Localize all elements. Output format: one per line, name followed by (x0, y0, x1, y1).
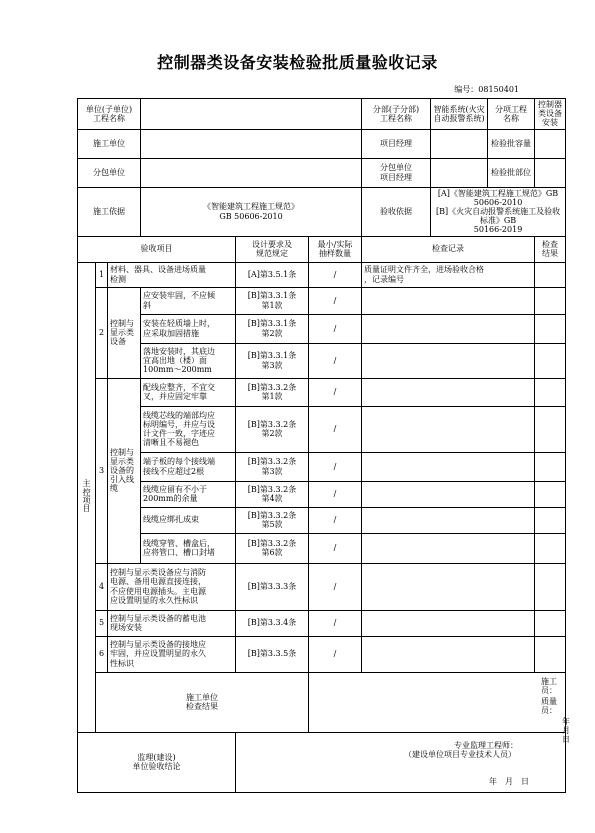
item-record[interactable]: 质量证明文件齐全，进场验收合格 ，记录编号 (362, 262, 535, 287)
item-number: 4 (96, 563, 108, 610)
item-row-2-2 (78, 314, 566, 343)
header-row-unit (78, 99, 566, 130)
sub-item-result[interactable] (535, 343, 566, 378)
item-record[interactable] (362, 610, 535, 636)
sub-item-record[interactable] (362, 343, 535, 378)
unit-project-label: 单位(子单位) 工程名称 (78, 99, 141, 130)
item-row-3-6 (78, 533, 566, 563)
sub-item-description: 应安装牢固，不应倾 斜 (141, 287, 236, 314)
item-project-value[interactable]: 控制器类设备安装 (535, 99, 566, 130)
sub-item-result[interactable] (535, 287, 566, 314)
sub-item-spec: [B]第3.3.2条 第2款 (236, 406, 309, 452)
item-number: 6 (96, 636, 108, 672)
item-row-3-5 (78, 507, 566, 533)
item-number: 3 (96, 378, 108, 563)
construction-check-sign-area[interactable] (309, 672, 579, 744)
col-header-design: 设计要求及 规范规定 (236, 236, 309, 262)
batch-part-label: 检验批部位 (488, 158, 535, 187)
sub-item-result[interactable] (535, 533, 566, 563)
sub-item-description: 安装在轻质墙上时， 应采取加固措施 (141, 314, 236, 343)
col-header-item: 验收项目 (78, 236, 236, 262)
sub-item-result[interactable] (535, 507, 566, 533)
quality-staff-label: 质量员： (541, 696, 558, 715)
sub-item-sample[interactable]: / (309, 378, 362, 406)
col-header-record: 检查记录 (362, 236, 535, 262)
item-group-label: 控制与 显示类 设备的 引入线 缆 (108, 378, 141, 563)
sub-item-record[interactable] (362, 533, 535, 563)
main-control-label: 主 控 项 目 (78, 262, 96, 732)
item-number: 5 (96, 610, 108, 636)
item-row-3-3 (78, 452, 566, 481)
batch-part-value[interactable] (535, 158, 566, 187)
item-result[interactable] (535, 262, 566, 287)
sub-item-result[interactable] (535, 378, 566, 406)
document-title: 控制器类设备安装检验批质量验收记录 (157, 53, 438, 72)
sub-item-spec: [B]第3.3.1条 第2款 (236, 314, 309, 343)
construction-unit-label: 施工单位 (78, 129, 141, 158)
header-row-construction (78, 129, 566, 158)
item-group-label: 控制与 显示类 设备 (108, 287, 141, 378)
sub-item-sample[interactable]: / (309, 452, 362, 481)
item-row-2-3 (78, 343, 566, 378)
project-manager-value[interactable] (431, 129, 488, 158)
sub-item-sample[interactable]: / (309, 533, 362, 563)
item-result[interactable] (535, 563, 566, 610)
subcontract-manager-value[interactable] (431, 158, 488, 187)
batch-capacity-label: 检验批容量 (488, 129, 535, 158)
sub-item-spec: [B]第3.3.1条 第3款 (236, 343, 309, 378)
sub-item-record[interactable] (362, 481, 535, 507)
sub-item-sample[interactable]: / (309, 287, 362, 314)
construction-unit-value[interactable] (141, 129, 362, 158)
sub-item-sample[interactable]: / (309, 314, 362, 343)
sub-item-spec: [B]第3.3.2条 第1款 (236, 378, 309, 406)
sub-item-sample[interactable]: / (309, 343, 362, 378)
construction-check-row (78, 672, 566, 732)
col-header-sampling: 最小/实际 抽样数量 (309, 236, 362, 262)
document-number: 编号：08150401 (454, 85, 519, 94)
item-description: 控制与显示类设备的蓄电池 现场安装 (108, 610, 236, 636)
column-header-row (78, 236, 566, 262)
acceptance-record-table (77, 98, 579, 793)
subcontract-unit-label: 分包单位 (78, 158, 141, 187)
sub-item-record[interactable] (362, 452, 535, 481)
item-spec: [B]第3.3.4条 (236, 610, 309, 636)
sub-project-value[interactable]: 智能系统(火灾 自动报警系统) (431, 99, 488, 130)
header-row-subcontract (78, 158, 566, 187)
sub-item-spec: [B]第3.3.2条 第6款 (236, 533, 309, 563)
construction-basis-value: 《智能建筑工程施工规范》 GB 50606-2010 (141, 187, 362, 236)
sub-item-description: 落地安装时，其底边 宜高出地（楼）面 100mm～200mm (141, 343, 236, 378)
supervision-date: 年 月 日 (489, 776, 530, 786)
sub-item-result[interactable] (535, 314, 566, 343)
item-number: 2 (96, 287, 108, 378)
acceptance-basis-value: [A]《智能建筑工程施工规范》GB 50606-2010 [B]《火灾自动报警系统施工及验收标准》GB 50166-2019 (431, 187, 566, 236)
item-row-2-1 (78, 287, 566, 314)
unit-project-value[interactable] (141, 99, 362, 130)
sub-project-label: 分部(子分部) 工程名称 (362, 99, 431, 130)
supervisor-alt-label: （建设单位项目专业技术人员） (404, 749, 517, 759)
item-record[interactable] (362, 563, 535, 610)
item-description: 材料、器具、设备进场质量 检测 (108, 262, 236, 287)
sub-item-sample[interactable]: / (309, 507, 362, 533)
item-row-4 (78, 563, 566, 610)
sub-item-description: 线缆应绑扎成束 (141, 507, 236, 533)
item-record[interactable] (362, 636, 535, 672)
item-row-3-1 (78, 378, 566, 406)
sub-item-record[interactable] (362, 507, 535, 533)
subcontract-unit-value[interactable] (141, 158, 362, 187)
construction-basis-label: 施工依据 (78, 187, 141, 236)
item-number: 1 (96, 262, 108, 287)
sub-item-spec: [B]第3.3.2条 第3款 (236, 452, 309, 481)
item-row-3-2 (78, 406, 566, 452)
sub-item-spec: [B]第3.3.1条 第1款 (236, 287, 309, 314)
item-sample[interactable]: / (309, 262, 362, 287)
sub-item-record[interactable] (362, 287, 535, 314)
item-row-1 (78, 262, 566, 287)
subcontract-manager-label: 分包单位 项目经理 (362, 158, 431, 187)
item-sample[interactable]: / (309, 610, 362, 636)
supervision-label: 监理(建设) 单位验收结论 (78, 732, 236, 792)
sub-item-spec: [B]第3.3.2条 第5款 (236, 507, 309, 533)
acceptance-basis-label: 验收依据 (362, 187, 431, 236)
item-result[interactable] (535, 610, 566, 636)
col-header-result: 检查 结果 (535, 236, 566, 262)
project-manager-label: 项目经理 (362, 129, 431, 158)
item-description: 控制与显示类设备的接地应 牢固，并应设置明显的永久 性标识 (108, 636, 236, 672)
sub-item-description: 端子板的每个接线端 接线不应超过2根 (141, 452, 236, 481)
item-row-6 (78, 636, 566, 672)
sub-item-result[interactable] (535, 452, 566, 481)
construction-check-date: 年 月 日 (562, 716, 579, 744)
sub-item-record[interactable] (362, 314, 535, 343)
construction-check-label: 施工单位 检查结果 (96, 672, 309, 732)
supervision-row (78, 732, 566, 792)
item-sample[interactable]: / (309, 636, 362, 672)
sub-item-description: 线缆应留有不小于 200mm的余量 (141, 481, 236, 507)
sub-item-record[interactable] (362, 406, 535, 452)
batch-capacity-value[interactable] (535, 129, 566, 158)
item-description: 控制与显示类设备应与消防 电源、备用电源直接连接， 不应使用电源插头。主电源 应设置明显的永久性标识 (108, 563, 236, 610)
item-spec: [B]第3.3.3条 (236, 563, 309, 610)
supervision-sign-area[interactable] (236, 732, 566, 792)
construction-staff-label: 施工员： (541, 676, 558, 695)
item-result[interactable] (535, 636, 566, 672)
sub-item-result[interactable] (535, 406, 566, 452)
item-project-label: 分项工程 名称 (488, 99, 535, 130)
header-row-basis (78, 187, 566, 236)
item-row-3-4 (78, 481, 566, 507)
sub-item-sample[interactable]: / (309, 481, 362, 507)
item-row-5 (78, 610, 566, 636)
sub-item-result[interactable] (535, 481, 566, 507)
sub-item-spec: [B]第3.3.2条 第4款 (236, 481, 309, 507)
sub-item-sample[interactable]: / (309, 406, 362, 452)
item-spec: [B]第3.3.5条 (236, 636, 309, 672)
sub-item-description: 线缆芯线的端部均应 标明编号，并应与设 计文件一致，字迹应 清晰且不易褪色 (141, 406, 236, 452)
supervisor-label: 专业监理工程师： (454, 740, 519, 750)
sub-item-description: 配线应整齐，不宜交 叉，并应固定牢靠 (141, 378, 236, 406)
item-sample[interactable]: / (309, 563, 362, 610)
sub-item-description: 线缆穿管、槽盒后， 应将管口、槽口封堵 (141, 533, 236, 563)
sub-item-record[interactable] (362, 378, 535, 406)
item-spec: [A]第3.5.1条 (236, 262, 309, 287)
